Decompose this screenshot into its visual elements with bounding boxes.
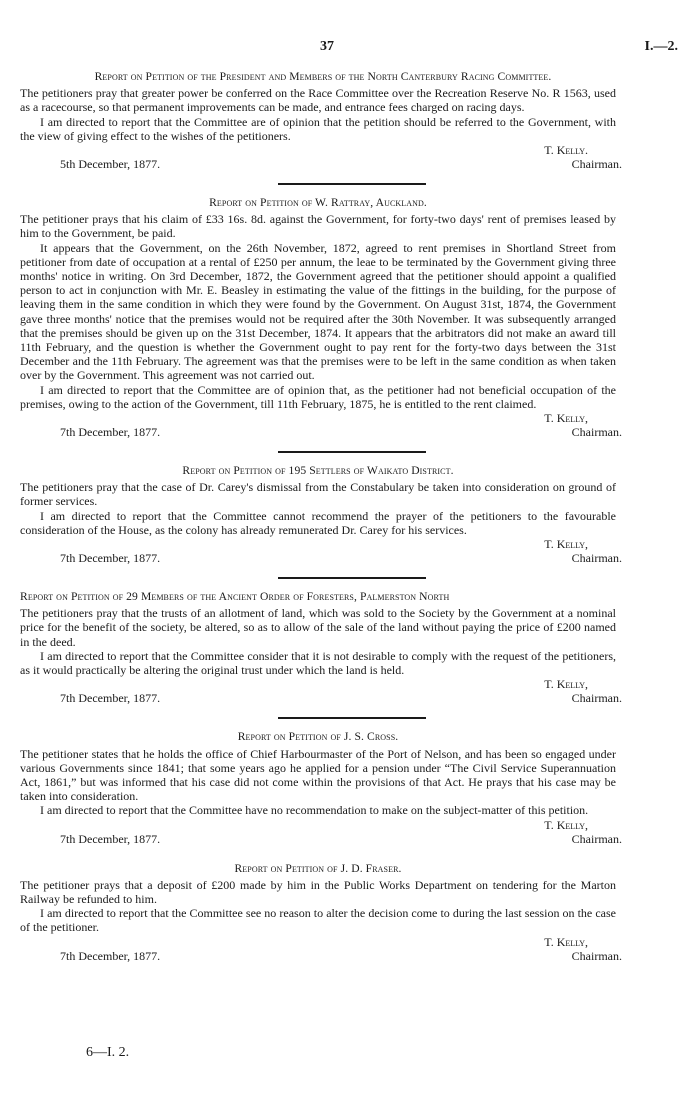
report-date: 7th December, 1877. — [60, 551, 161, 566]
signatory-name: T. Kelly, — [544, 677, 588, 692]
signatory-name: T. Kelly, — [544, 817, 588, 832]
report-date: 7th December, 1877. — [60, 691, 161, 706]
report-paragraph: I am directed to report that the Committee are of opinion that the petition should be referred to the Government, with the view of giving effect to the wishes of the petitioners. — [20, 114, 616, 143]
report-paragraph: The petitioner states that he holds the office of Chief Harbourmaster of the Port of Nelson, and has been so engaged under various Governments since 1841; that some years ago he applied for a pension under “The Civil Service Superannuation Act, 1861,” but was informed that his case did not come within the provisions of that Act. He prays that his case may be taken into consideration. — [20, 746, 616, 804]
report-paragraph: The petitioners pray that the trusts of an allotment of land, which was sold to the Society by the Government at a nominal price for the benefit of the society, be altered, so as to allow of the sale of the land without paying the price of £200 named in the deed. — [20, 606, 616, 649]
signatory-role: Chairman. — [571, 551, 622, 566]
signature-block — [20, 677, 622, 706]
signature-block — [20, 411, 622, 440]
report-rattray — [20, 196, 622, 440]
report-waikato-settlers — [20, 464, 622, 566]
report-title: Report on Petition of J. D. Fraser. — [234, 861, 402, 875]
report-fraser — [20, 861, 622, 963]
signatory-name: T. Kelly, — [544, 537, 588, 552]
report-title: Report on Petition of the President and Members of the North Canterbury Racing Committee. — [94, 70, 552, 83]
signatory-role: Chairman. — [571, 691, 622, 706]
section-divider — [278, 183, 426, 185]
report-paragraph: I am directed to report that the Committee see no reason to alter the decision come to during the last session on the case of the petitioner. — [20, 906, 616, 935]
report-paragraph: The petitioner prays that a deposit of £200 made by him in the Public Works Department on tendering for the Marton Railway be refunded to him. — [20, 877, 616, 906]
report-paragraph: I am directed to report that the Committee have no recommendation to make on the subject-matter of this petition. — [40, 803, 589, 818]
report-paragraph: The petitioners pray that greater power be conferred on the Race Committee over the Recreation Reserve No. R 1563, used as a racecourse, so that permanent improvements can be made, and entrance fees charged on racing days. — [20, 86, 616, 115]
signature-block — [20, 817, 622, 846]
report-paragraph: I am directed to report that the Committee consider that it is not desirable to comply with the request of the petitioners, as it would practically be altering the original trust under which the land is held. — [20, 648, 616, 678]
signatory-role: Chairman. — [571, 948, 622, 963]
report-cross — [20, 730, 622, 846]
report-date: 7th December, 1877. — [60, 831, 161, 846]
signatory-role: Chairman. — [571, 157, 622, 172]
section-divider — [278, 451, 426, 453]
signature-block — [20, 537, 622, 566]
report-title: Report on Petition of 29 Members of the Ancient Order of Foresters, Palmerston North — [20, 590, 450, 604]
section-divider — [278, 717, 426, 719]
section-divider — [278, 577, 426, 579]
signatory-role: Chairman. — [571, 831, 622, 846]
signature-block — [20, 143, 622, 172]
page-header — [20, 39, 678, 70]
report-ancient-order-foresters — [20, 590, 622, 706]
report-title: Report on Petition of 195 Settlers of Waikato District. — [182, 464, 454, 478]
sheet-reference: 6—I. 2. — [86, 1045, 130, 1060]
report-title: Report on Petition of J. S. Cross. — [237, 730, 399, 744]
report-paragraph: The petitioner prays that his claim of £33 16s. 8d. against the Government, for forty-two days' rent of premises leased by him to the Government, be paid. — [20, 212, 616, 241]
report-date: 7th December, 1877. — [60, 425, 161, 440]
report-title: Report on Petition of W. Rattray, Auckland. — [209, 196, 427, 210]
report-paragraph: It appears that the Government, on the 26th November, 1872, agreed to rent premises in Shortland Street from petitioner from date of occupation at a rental of £250 per annum, the leae to be terminated by the Government giving three months' notice in writing. On 3rd December, 1872, the Government agreed that the petitioner should appoint a qualified person to act in conjunction with Mr. E. Beasley in estimating the value of the fittings in the building, for the purpose of leaving them in the same condition in which they were found by the Government. On August 31st, 1874, the Government gave three months' notice that the premises would not be required after the 30th November. It was subsequently arranged that the premises should be given up on the 31st December, 1874. It appears that the arbitrators did not make an award till 11th February, and the question is whether the Government ought to pay rent for the forty-two days between the 31st December and the 11th February. The agreement was that the premises were to be left in the same condition as when taken over by the Government. This agreement was not carried out. — [20, 240, 616, 383]
signature-block — [20, 934, 622, 963]
report-north-canterbury-racing — [20, 70, 622, 172]
report-date: 5th December, 1877. — [60, 157, 161, 172]
report-paragraph: I am directed to report that the Committee cannot recommend the prayer of the petitioners to the favourable consideration of the House, as the colony has already remunerated Dr. Carey for his services. — [20, 508, 616, 537]
page-reference: I.—2. — [644, 39, 678, 54]
signatory-role: Chairman. — [571, 425, 622, 440]
report-paragraph: I am directed to report that the Committee are of opinion that, as the petitioner had not beneficial occupation of the premises, owing to the action of the Government, till 11th February, 1875, he is entitled to the rent claimed. — [20, 382, 616, 411]
signatory-name: T. Kelly, — [544, 411, 588, 426]
page-number: 37 — [320, 39, 334, 54]
signatory-name: T. Kelly. — [544, 143, 588, 158]
report-paragraph: The petitioners pray that the case of Dr. Carey's dismissal from the Constabulary be taken into consideration on ground of former services. — [20, 480, 616, 509]
report-date: 7th December, 1877. — [60, 948, 161, 963]
signatory-name: T. Kelly, — [544, 934, 588, 949]
